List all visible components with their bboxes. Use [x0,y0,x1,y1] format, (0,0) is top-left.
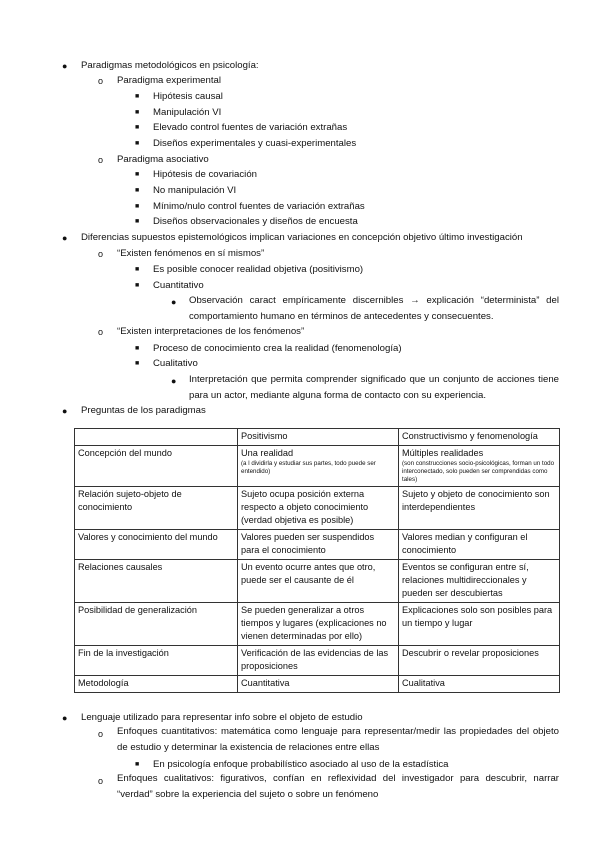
table-cell: Fin de la investigación [75,646,238,676]
cell-main-text: Múltiples realidades [402,448,484,458]
bullet-square: ■ [135,187,140,194]
item-existen-interpretaciones: “Existen interpretaciones de los fenómenos” [117,326,305,337]
table-header-cell: Positivismo [238,429,399,446]
paragraph-observacion: Observación caract empíricamente discernibles → explicación “determinista” del comportamiento humano en términos de antecedentes y consecuentes. [189,295,559,322]
bullet-square: ■ [135,124,140,131]
table-cell: Relación sujeto-objeto de conocimiento [75,487,238,530]
list-item: Cualitativo [153,358,198,369]
table-cell: Cuantitativa [238,676,399,693]
list-item: Diseños experimentales y cuasi-experimentales [153,138,357,149]
table-row [75,603,560,646]
table-cell: Descubrir o revelar proposiciones [399,646,560,676]
heading-lenguaje: Lenguaje utilizado para representar info sobre el objeto de estudio [81,712,363,723]
list-item: Hipótesis causal [153,91,223,102]
table-cell: Sujeto ocupa posición externa respecto a objeto conocimiento (verdad objetiva es posible) [238,487,399,530]
table-header-cell [75,429,238,446]
table-row [75,487,560,530]
bullet-square: ■ [135,266,140,273]
table-cell: Eventos se configuran entre sí, relaciones multidireccionales y pueden ser descubiertas [399,560,560,603]
table-row [75,446,560,487]
bullet-disc: ● [62,406,68,416]
bullet-square: ■ [135,171,140,178]
list-item: Es posible conocer realidad objetiva (positivismo) [153,264,364,275]
bullet-square: ■ [135,218,140,225]
table-cell: Concepción del mundo [75,446,238,487]
table-cell: Verificación de las evidencias de las proposiciones [238,646,399,676]
bullet-circle: o [98,776,104,786]
bullet-square: ■ [135,203,140,210]
list-item: Manipulación VI [153,107,222,118]
item-existen-fenomenos: “Existen fenómenos en sí mismos” [117,248,265,259]
bullet-square: ■ [135,93,140,100]
table-cell [238,446,399,487]
bullet-square: ■ [135,345,140,352]
bullet-square: ■ [135,109,140,116]
bullet-circle: o [98,76,104,86]
table-row [75,646,560,676]
table-row [75,530,560,560]
item-paradigma-experimental: Paradigma experimental [117,75,221,86]
table-cell: Valores median y configuran el conocimiento [399,530,560,560]
list-item: Diseños observacionales y diseños de encuesta [153,216,358,227]
list-item: Cuantitativo [153,280,204,291]
table-cell: Un evento ocurre antes que otro, puede ser el causante de él [238,560,399,603]
bullet-circle: o [98,155,104,165]
list-item: Proceso de conocimiento crea la realidad (fenomenología) [153,343,402,354]
bullet-circle: o [98,729,104,739]
bullet-square: ■ [135,140,140,147]
table-row [75,560,560,603]
table-cell: Cualitativa [399,676,560,693]
table-cell: Valores pueden ser suspendidos para el conocimiento [238,530,399,560]
paragraph-enfoques-cuantitativos: Enfoques cuantitativos: matemática como lenguaje para representar/medir las propiedades del objeto de estudio y determinar la existencia de relaciones entre ellas [117,726,559,753]
list-item: Hipótesis de covariación [153,169,257,180]
bullet-circle: o [98,327,104,337]
paragraph-interpretacion: Interpretación que permita comprender significado que un conjunto de acciones tiene para un actor, mediante alguna forma de contacto con su experiencia. [189,374,559,401]
table-cell: Se pueden generalizar a otros tiempos y lugares (explicaciones no vienen determinadas por ello) [238,603,399,646]
heading-preguntas: Preguntas de los paradigmas [81,405,206,416]
table-row [75,676,560,693]
bullet-square: ■ [135,282,140,289]
bullet-disc: ● [62,233,68,243]
list-item: No manipulación VI [153,185,237,196]
heading-diferencias: Diferencias supuestos epistemológicos implican variaciones en concepción objetivo último investigación [81,232,523,243]
cell-note: (a l dividirla y estudiar sus partes, todo puede ser entendido) [241,460,376,475]
table-header-cell: Constructivismo y fenomenología [399,429,560,446]
cell-main-text: Una realidad [241,448,294,458]
bullet-disc: ● [62,61,68,71]
bullet-disc: ● [171,376,177,386]
list-item: En psicología enfoque probabilístico asociado al uso de la estadística [153,759,449,770]
heading-paradigmas-metodologicos: Paradigmas metodológicos en psicología: [81,60,259,71]
table-cell: Valores y conocimiento del mundo [75,530,238,560]
table-cell: Relaciones causales [75,560,238,603]
table-row [75,429,560,446]
table-cell: Explicaciones solo son posibles para un tiempo y lugar [399,603,560,646]
paragraph-enfoques-cualitativos: Enfoques cualitativos: figurativos, confían en reflexividad del investigador para descubrir, narrar “verdad” sobre la experiencia del sujeto o sobre un fenómeno [117,773,559,800]
paradigms-table [74,428,560,693]
bullet-square: ■ [135,761,140,768]
bullet-circle: o [98,249,104,259]
bullet-disc: ● [62,713,68,723]
table-cell: Sujeto y objeto de conocimiento son interdependientes [399,487,560,530]
table-cell: Posibilidad de generalización [75,603,238,646]
cell-note: (son construcciones socio-psicológicas, forman un todo interconectado, solo pueden ser comprendidas como tales) [402,460,555,483]
list-item: Elevado control fuentes de variación extrañas [153,122,348,133]
bullet-square: ■ [135,360,140,367]
table-cell: Metodología [75,676,238,693]
table-cell [399,446,560,487]
bullet-disc: ● [171,297,177,307]
list-item: Mínimo/nulo control fuentes de variación extrañas [153,201,365,212]
item-paradigma-asociativo: Paradigma asociativo [117,154,209,165]
